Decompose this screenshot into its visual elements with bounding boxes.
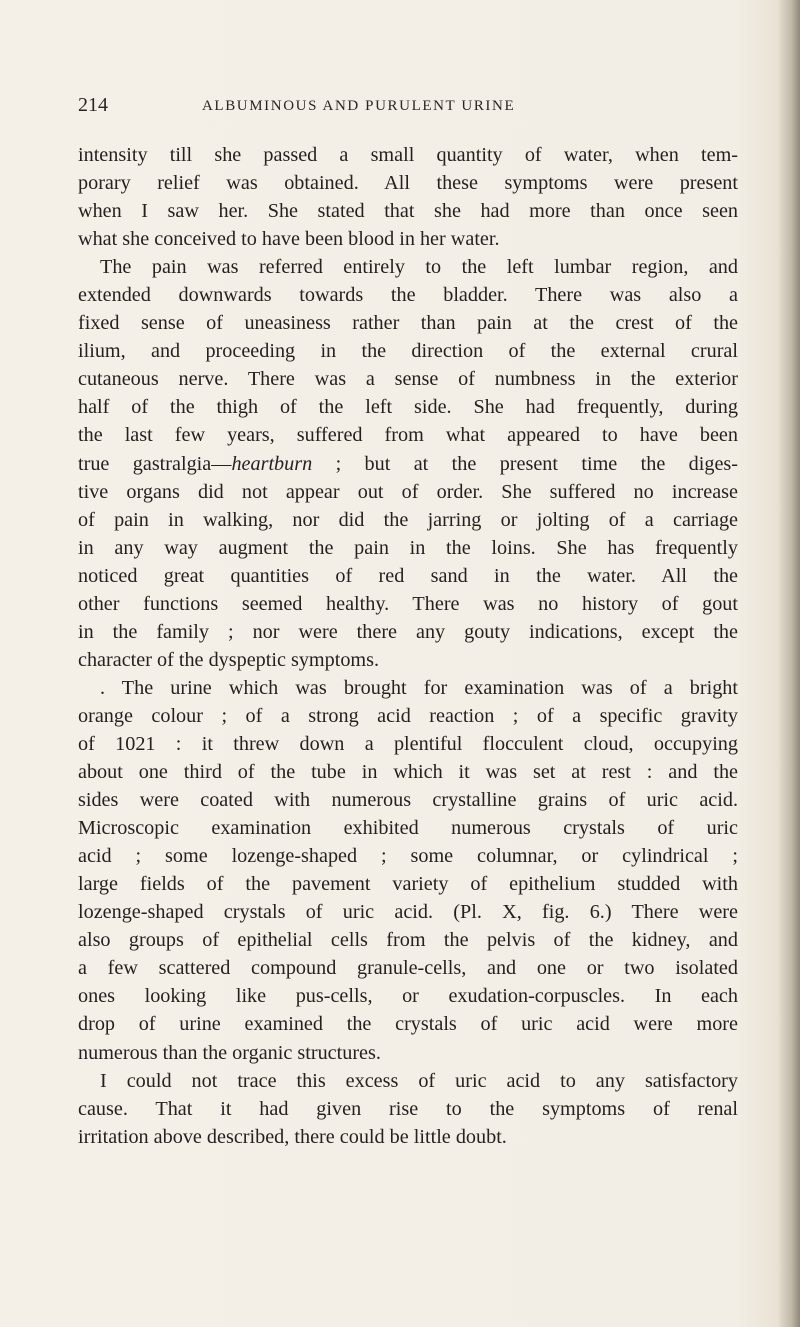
text-line-content: of pain in walking, nor did the jarring or jolting of a carriage	[78, 508, 738, 531]
text-line	[78, 337, 738, 365]
text-line	[78, 450, 738, 478]
text-line-content: tive organs did not appear out of order. She suffered no increase	[78, 480, 738, 503]
text-line-content: lozenge-shaped crystals of uric acid. (Pl. X, fig. 6.) There were	[78, 901, 738, 924]
text-line	[78, 197, 738, 225]
text-line	[78, 309, 738, 337]
text-line	[78, 1039, 738, 1067]
text-line-content: drop of urine examined the crystals of uric acid were more	[78, 1013, 738, 1036]
text-line-content: a few scattered compound granule-cells, and one or two isolated	[78, 957, 738, 980]
text-line-content: The pain was referred entirely to the left lumbar region, and	[100, 256, 738, 279]
text-line-content: intensity till she passed a small quantity of water, when tem-	[78, 144, 738, 166]
text-line	[78, 281, 738, 309]
text-line	[78, 954, 738, 982]
text-line	[78, 730, 738, 758]
text-line-content: porary relief was obtained. All these symptoms were present	[78, 172, 738, 195]
text-line-content: noticed great quantities of red sand in the water. All the	[78, 564, 738, 587]
text-line	[78, 646, 738, 674]
text-line	[78, 169, 738, 197]
italic-term: heartburn	[231, 452, 313, 475]
text-line	[78, 506, 738, 534]
text-line-content: in any way augment the pain in the loins. She has frequently	[78, 536, 738, 559]
running-head: ALBUMINOUS AND PURULENT URINE	[202, 98, 516, 114]
text-line-content: other functions seemed healthy. There was no history of gout	[78, 592, 738, 615]
body-text	[78, 141, 738, 1151]
text-line	[78, 1095, 738, 1123]
text-line	[78, 842, 738, 870]
text-line	[78, 141, 738, 169]
text-line-content: . The urine which was brought for examination was of a bright	[100, 676, 738, 699]
text-line-content: character of the dyspeptic symptoms.	[78, 648, 380, 671]
text-line	[78, 870, 738, 898]
text-line-content: half of the thigh of the left side. She had frequently, during	[78, 396, 738, 419]
text-line	[78, 982, 738, 1010]
text-line	[78, 702, 738, 730]
text-line	[78, 590, 738, 618]
text-line-content: irritation above described, there could be little doubt.	[78, 1125, 507, 1148]
text-line	[78, 562, 738, 590]
text-line	[78, 478, 738, 506]
text-line-content: about one third of the tube in which it was set at rest : and the	[78, 761, 738, 784]
text-line	[78, 1123, 738, 1151]
text-line-content: sides were coated with numerous crystalline grains of uric acid.	[78, 789, 738, 812]
text-line	[78, 365, 738, 393]
text-line-content: cause. That it had given rise to the symptoms of renal	[78, 1097, 738, 1120]
text-line	[78, 758, 738, 786]
text-line-content: large fields of the pavement variety of epithelium studded with	[78, 873, 738, 896]
text-line-content: ones looking like pus-cells, or exudation-corpuscles. In each	[78, 985, 738, 1008]
page-edge-shadow	[778, 0, 800, 1327]
text-line-content: when I saw her. She stated that she had more than once seen	[78, 200, 738, 223]
text-line-continuation: ; but at the present time the diges-	[312, 452, 739, 475]
text-line-content: what she conceived to have been blood in her water.	[78, 228, 500, 251]
text-line	[78, 225, 738, 253]
text-line-content: ilium, and proceeding in the direction of the external crural	[78, 340, 738, 363]
text-line-content: orange colour ; of a strong acid reaction ; of a specific gravity	[78, 704, 738, 727]
text-line-content: Microscopic examination exhibited numerous crystals of uric	[78, 817, 738, 840]
text-line	[78, 814, 738, 842]
text-line-content: the last few years, suffered from what appeared to have been	[78, 424, 738, 447]
text-line	[78, 1067, 738, 1095]
text-line-content: numerous than the organic structures.	[78, 1041, 381, 1064]
text-line	[78, 786, 738, 814]
text-line-content: true gastralgia—	[78, 452, 232, 475]
page-number: 214	[78, 94, 108, 116]
text-line-content: of 1021 : it threw down a plentiful flocculent cloud, occupying	[78, 732, 738, 755]
text-line	[78, 618, 738, 646]
text-line-content: extended downwards towards the bladder. There was also a	[78, 284, 738, 307]
text-line-content: cutaneous nerve. There was a sense of numbness in the exterior	[78, 368, 738, 391]
text-line-content: also groups of epithelial cells from the pelvis of the kidney, and	[78, 929, 738, 952]
text-line-content: acid ; some lozenge-shaped ; some columnar, or cylindrical ;	[78, 845, 738, 868]
text-line	[78, 1010, 738, 1038]
page-header	[78, 94, 738, 122]
text-line	[78, 674, 738, 702]
text-line	[78, 898, 738, 926]
text-line	[78, 253, 738, 281]
text-line	[78, 393, 738, 421]
text-line-content: I could not trace this excess of uric acid to any satisfactory	[100, 1069, 738, 1092]
text-line-content: fixed sense of uneasiness rather than pain at the crest of the	[78, 312, 738, 335]
text-line	[78, 421, 738, 449]
text-line	[78, 926, 738, 954]
text-line	[78, 534, 738, 562]
text-line-content: in the family ; nor were there any gouty indications, except the	[78, 620, 738, 643]
